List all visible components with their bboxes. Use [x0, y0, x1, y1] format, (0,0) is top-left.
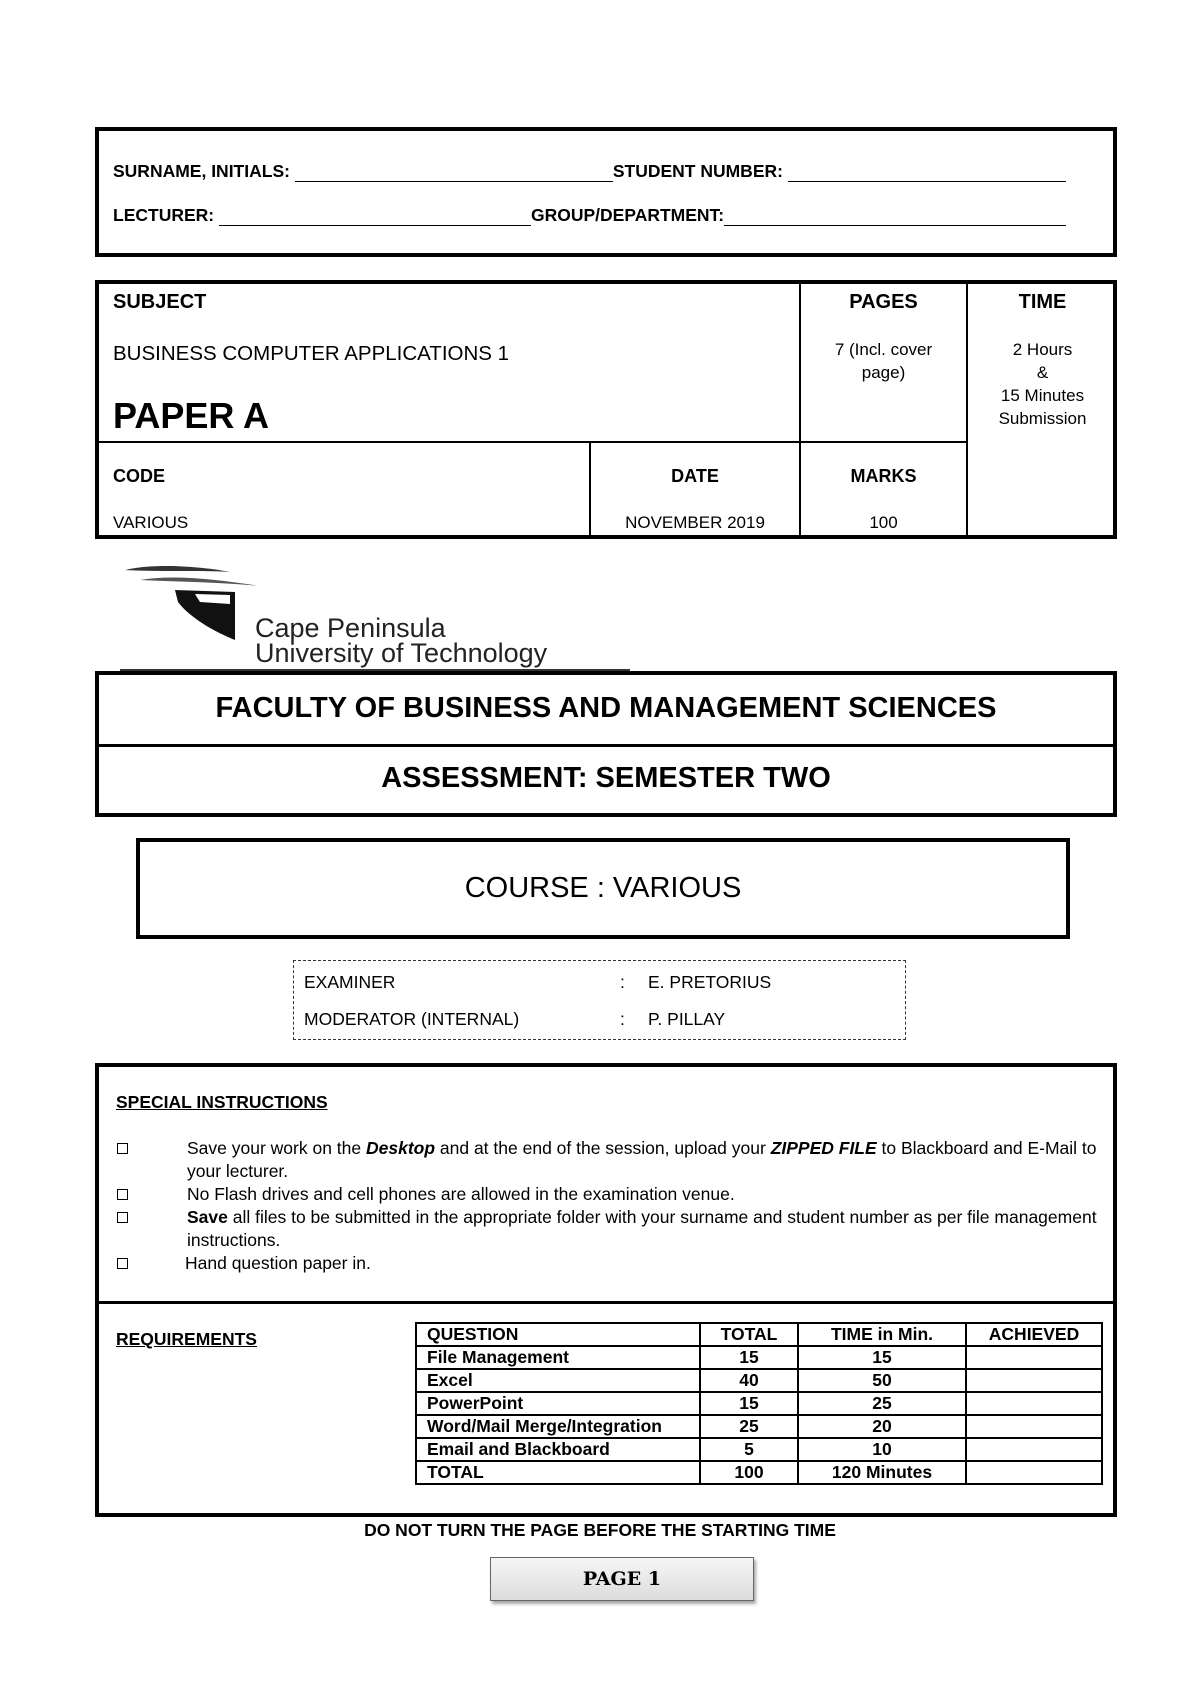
marks-header: MARKS [850, 466, 917, 486]
grid-divider [99, 441, 967, 443]
instructions-box [95, 1063, 1117, 1517]
group-label: GROUP/DEPARTMENT: [530, 205, 725, 225]
course-title: COURSE : VARIOUS [464, 872, 742, 904]
achieved-cell[interactable] [966, 1438, 1102, 1461]
table-total-row [416, 1461, 1102, 1484]
table-row [416, 1392, 1102, 1415]
section-divider [99, 1301, 1113, 1304]
total-cell: 100 [700, 1461, 798, 1484]
instruction-emphasis: Save [187, 1207, 228, 1227]
time-line3: 15 Minutes [1000, 386, 1085, 405]
checkbox-icon [117, 1143, 128, 1154]
moderator-label: MODERATOR (INTERNAL) [304, 1009, 520, 1029]
question-cell: File Management [416, 1346, 700, 1369]
pages-header: PAGES [849, 291, 918, 313]
time-cell: 50 [798, 1369, 966, 1392]
checkbox-icon [117, 1189, 128, 1200]
instruction-text: all files to be submitted in the appropriate folder with your surname and student number as per file management instructions. [187, 1207, 1097, 1250]
table-row [416, 1369, 1102, 1392]
total-cell: 15 [700, 1346, 798, 1369]
code-value: VARIOUS [113, 513, 189, 532]
lecturer-field[interactable] [219, 207, 531, 226]
marks-value: 100 [869, 513, 898, 532]
examiner-name: E. PRETORIUS [648, 972, 772, 992]
requirements-heading: REQUIREMENTS [116, 1329, 257, 1349]
checkbox-icon [117, 1258, 128, 1269]
instruction-emphasis: Desktop [365, 1138, 436, 1158]
table-row [416, 1346, 1102, 1369]
achieved-cell[interactable] [966, 1392, 1102, 1415]
faculty-box [95, 671, 1117, 817]
total-cell: 15 [700, 1392, 798, 1415]
time-line1: 2 Hours [1012, 340, 1073, 359]
time-header: TIME [1018, 291, 1067, 313]
start-time-warning: DO NOT TURN THE PAGE BEFORE THE STARTING TIME [364, 1520, 836, 1540]
achieved-cell[interactable] [966, 1369, 1102, 1392]
moderator-name: P. PILLAY [648, 1009, 726, 1029]
time-line4: Submission [998, 409, 1087, 428]
student-number-field[interactable] [788, 163, 1066, 182]
question-cell: Excel [416, 1369, 700, 1392]
group-field[interactable] [724, 207, 1066, 226]
subject-name: BUSINESS COMPUTER APPLICATIONS 1 [113, 342, 510, 365]
student-number-label: STUDENT NUMBER: [612, 161, 783, 181]
achieved-cell[interactable] [966, 1346, 1102, 1369]
examiner-colon: : [620, 972, 625, 992]
subject-header: SUBJECT [113, 291, 207, 313]
instruction-text: No Flash drives and cell phones are allowed in the examination venue. [187, 1184, 735, 1204]
date-header: DATE [671, 466, 719, 486]
total-cell: 40 [700, 1369, 798, 1392]
paper-title: PAPER A [113, 395, 270, 436]
time-cell: 20 [798, 1415, 966, 1438]
column-header: ACHIEVED [966, 1323, 1102, 1346]
university-logo-mark-icon [120, 562, 270, 642]
examiner-box [293, 960, 906, 1040]
examiner-label: EXAMINER [304, 972, 396, 992]
table-row [416, 1415, 1102, 1438]
question-cell: Word/Mail Merge/Integration [416, 1415, 700, 1438]
requirements-table [415, 1322, 1103, 1485]
checkbox-icon [117, 1212, 128, 1223]
column-header: TIME in Min. [798, 1323, 966, 1346]
student-info-row-1 [113, 161, 1066, 182]
special-instructions-heading: SPECIAL INSTRUCTIONS [116, 1092, 328, 1112]
time-cell: 10 [798, 1438, 966, 1461]
column-header: QUESTION [416, 1323, 700, 1346]
instruction-text: and at the end of the session, upload your [435, 1138, 771, 1158]
faculty-title: FACULTY OF BUSINESS AND MANAGEMENT SCIENCES [215, 692, 997, 724]
table-row [416, 1438, 1102, 1461]
question-cell: PowerPoint [416, 1392, 700, 1415]
total-cell: 5 [700, 1438, 798, 1461]
logo-line-1: Cape Peninsula [255, 613, 446, 643]
achieved-cell[interactable] [966, 1461, 1102, 1484]
question-cell: Email and Blackboard [416, 1438, 700, 1461]
time-cell: 15 [798, 1346, 966, 1369]
code-header: CODE [113, 466, 166, 486]
instruction-emphasis: ZIPPED FILE [770, 1138, 877, 1158]
examiner-row [304, 972, 771, 993]
surname-field[interactable] [295, 163, 613, 182]
instruction-text: Hand question paper in. [185, 1253, 371, 1273]
question-cell: TOTAL [416, 1461, 700, 1484]
university-logo [120, 562, 640, 672]
pages-value-line1: 7 (Incl. cover [834, 340, 933, 359]
date-value: NOVEMBER 2019 [625, 513, 765, 532]
assessment-title: ASSESSMENT: SEMESTER TWO [381, 762, 831, 794]
moderator-row [304, 1009, 725, 1030]
time-line2: & [1036, 363, 1049, 382]
pages-value-line2: page) [861, 363, 906, 382]
time-cell: 25 [798, 1392, 966, 1415]
page-number-button[interactable]: PAGE 1 [490, 1557, 754, 1601]
student-info-box [95, 127, 1117, 257]
moderator-colon: : [620, 1009, 625, 1029]
lecturer-label: LECTURER: [113, 205, 215, 225]
faculty-divider [99, 744, 1113, 747]
achieved-cell[interactable] [966, 1415, 1102, 1438]
column-header: TOTAL [700, 1323, 798, 1346]
logo-line-2: University of Technology [255, 638, 548, 668]
instruction-text: Save your work on the [187, 1138, 366, 1158]
subject-grid [95, 280, 1117, 539]
student-info-row-2 [113, 205, 1066, 226]
instruction-text: to Blackboard and E-Mail to your lecturer. [187, 1138, 1097, 1181]
time-cell: 120 Minutes [798, 1461, 966, 1484]
table-header-row [416, 1323, 1102, 1346]
grid-divider [799, 284, 801, 535]
course-box [136, 838, 1070, 939]
total-cell: 25 [700, 1415, 798, 1438]
surname-label: SURNAME, INITIALS: [113, 161, 290, 181]
